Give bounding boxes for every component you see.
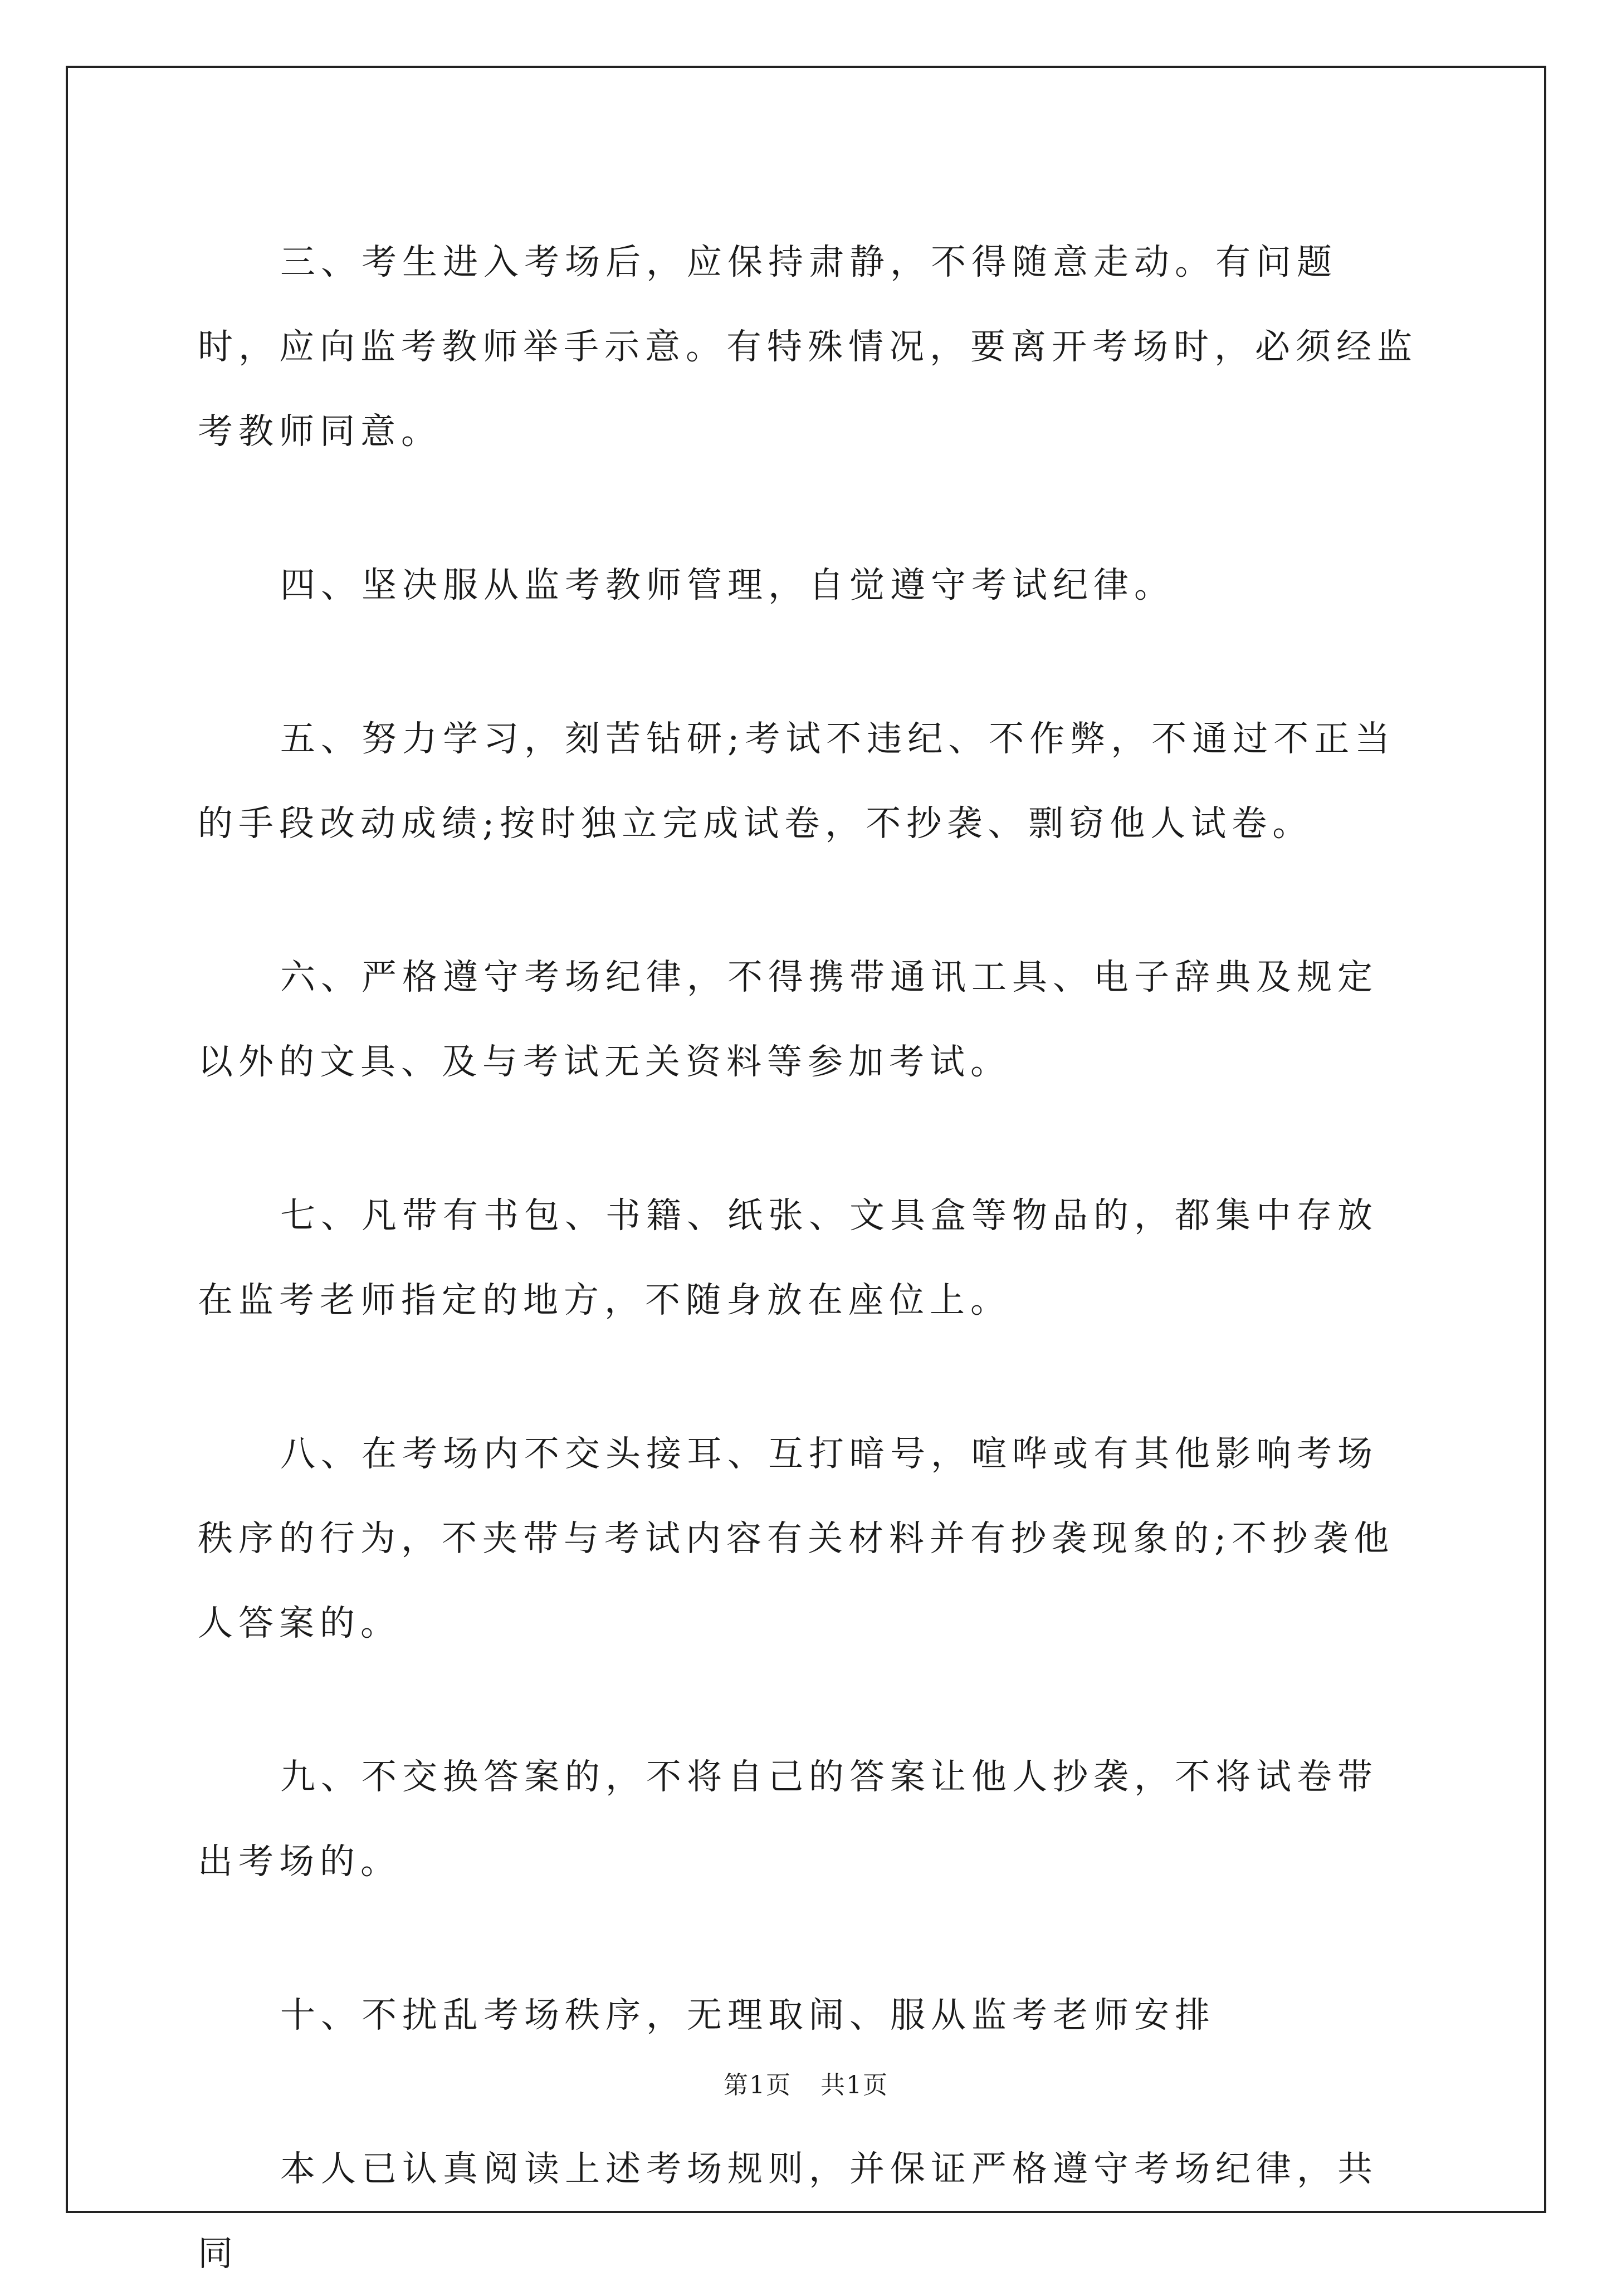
- paragraph-rule-8: 八、在考场内不交头接耳、互打暗号，喧哗或有其他影响考场秩序的行为，不夹带与考试内容有关材料并有抄袭现象的;不抄袭他人答案的。: [198, 1433, 1395, 1643]
- paragraph-rule-6: 六、严格遵守考场纪律，不得携带通讯工具、电子辞典及规定以外的文具、及与考试无关资料等参加考试。: [198, 957, 1378, 1082]
- document-body: [198, 220, 1418, 2296]
- page-total: 共1页: [820, 2071, 888, 2099]
- paragraph-pledge: 本人已认真阅读上述考场规则，并保证严格遵守考场纪律，共同: [198, 2148, 1378, 2274]
- paragraph-rule-9: 九、不交换答案的，不将自己的答案让他人抄袭，不将试卷带出考场的。: [198, 1756, 1378, 1882]
- page-footer: [0, 2069, 1612, 2102]
- paragraph-rule-5: 五、努力学习，刻苦钻研;考试不违纪、不作弊，不通过不正当的手段改动成绩;按时独立完成试卷，不抄袭、剽窃他人试卷。: [198, 718, 1396, 844]
- paragraph-rule-10: 十、不扰乱考场秩序，无理取闹、服从监考老师安排: [280, 1995, 1215, 2035]
- page-number: 第1页: [724, 2071, 792, 2099]
- paragraph-rule-3: 三、考生进入考场后，应保持肃静，不得随意走动。有问题时，应向监考教师举手示意。有特殊情况，要离开考场时，必须经监考教师同意。: [198, 242, 1418, 452]
- paragraph-rule-4: 四、坚决服从监考教师管理，自觉遵守考试纪律。: [280, 565, 1175, 605]
- paragraph-rule-7: 七、凡带有书包、书籍、纸张、文具盒等物品的，都集中存放在监考老师指定的地方，不随身放在座位上。: [198, 1195, 1378, 1320]
